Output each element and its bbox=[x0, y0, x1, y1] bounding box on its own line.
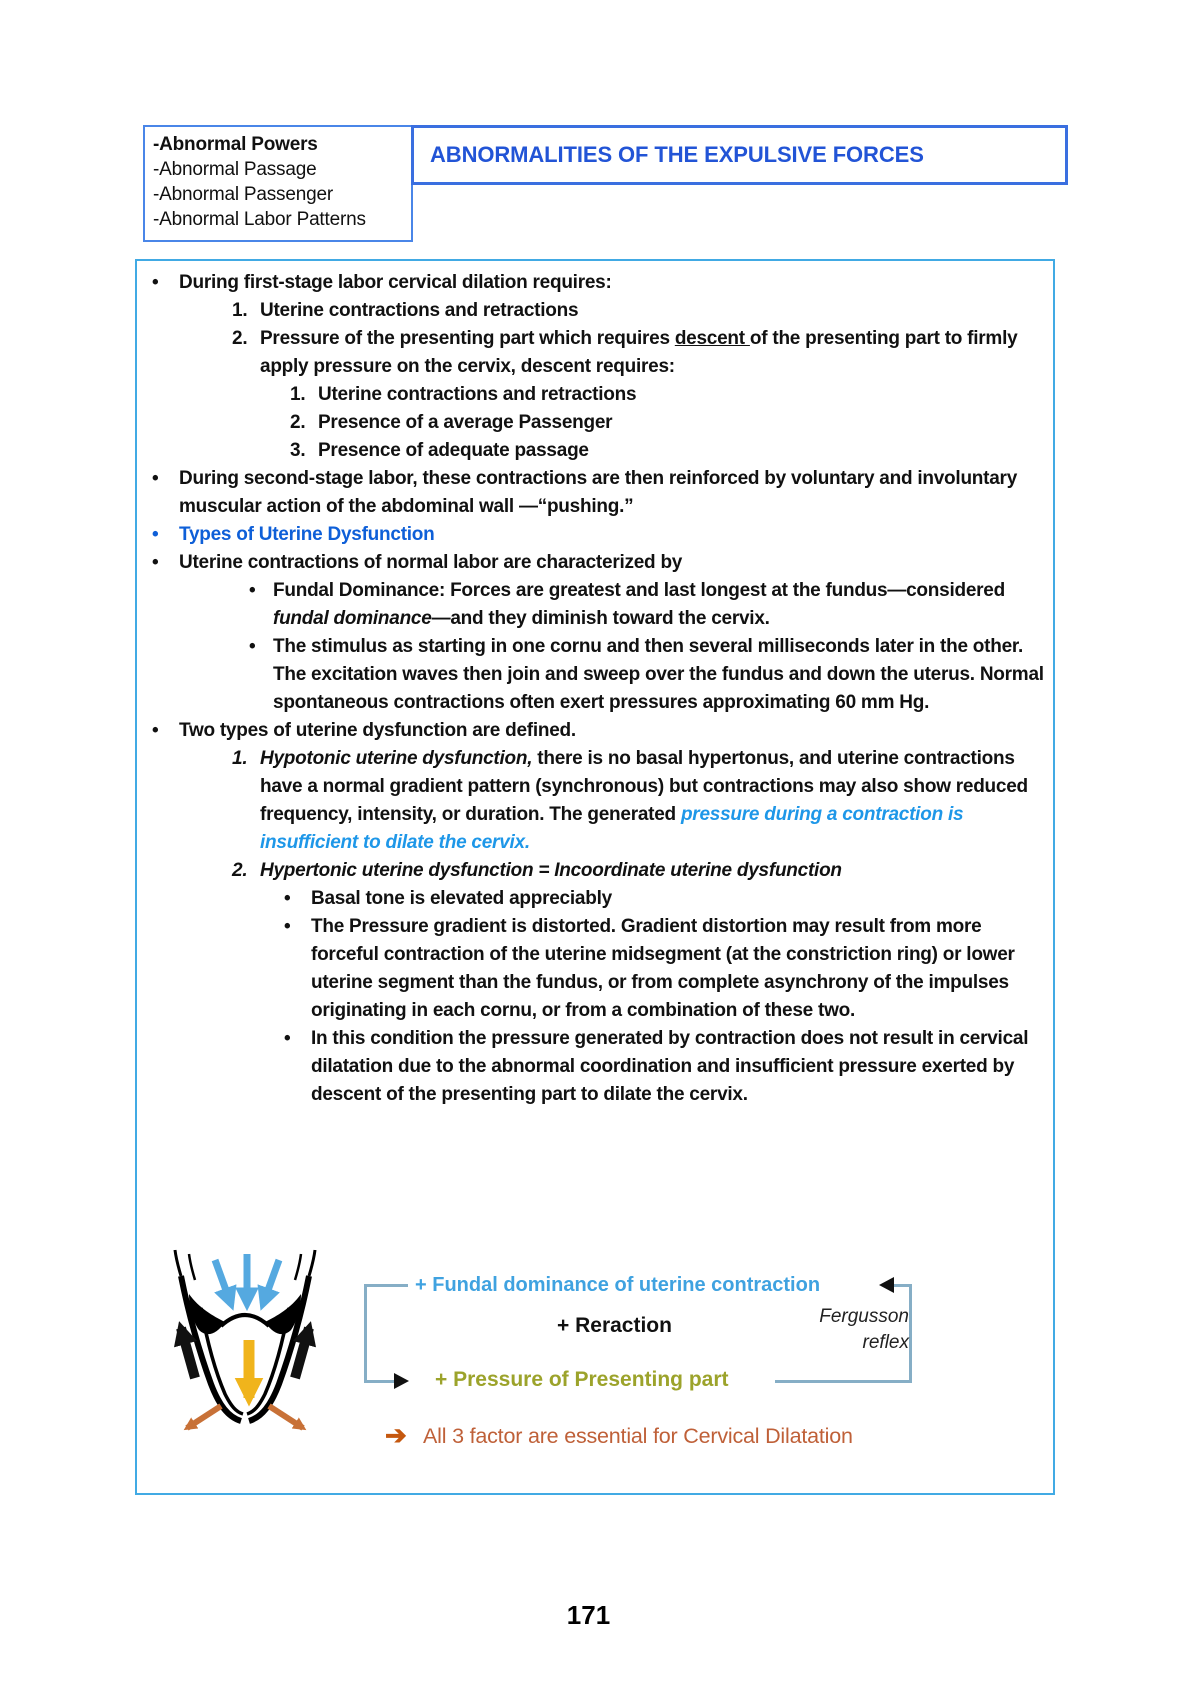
reraction-label: + Reraction bbox=[557, 1314, 672, 1337]
list-marker: • bbox=[284, 1028, 291, 1049]
list-marker: • bbox=[152, 468, 159, 489]
list-item bbox=[137, 521, 1053, 549]
list-item bbox=[137, 549, 1053, 577]
list-marker: • bbox=[284, 916, 291, 937]
list-item-text: Presence of a average Passenger bbox=[318, 412, 613, 433]
list-marker: • bbox=[249, 636, 256, 657]
fundal-dominance-arrows bbox=[215, 1254, 279, 1304]
list-marker: 2. bbox=[232, 860, 248, 881]
list-marker: • bbox=[152, 524, 159, 545]
topic-item: -Abnormal Passenger bbox=[153, 184, 333, 205]
cycle-connector-top-left bbox=[364, 1284, 408, 1287]
list-item bbox=[137, 633, 1053, 717]
fundal-dominance-label: + Fundal dominance of uterine contraction bbox=[415, 1274, 821, 1296]
list-marker: • bbox=[152, 552, 159, 573]
list-item-text: During first-stage labor cervical dilation requires: bbox=[179, 272, 612, 293]
cycle-connector-bottom-right bbox=[775, 1380, 911, 1383]
pressure-presenting-part-label: + Pressure of Presenting part bbox=[435, 1368, 729, 1391]
list-item-text: Hypotonic uterine dysfunction, there is no basal hypertonus, and uterine contractions have a normal gradient pattern (synchronous) but contractions may also show reduced frequency, intensity, or duration. The generated pressure during a contraction is insufficient to dilate the cervix. bbox=[260, 748, 1028, 853]
list-item bbox=[137, 269, 1053, 297]
list-item bbox=[137, 381, 1053, 409]
list-item bbox=[137, 885, 1053, 913]
list-item-text: Presence of adequate passage bbox=[318, 440, 589, 461]
fergusson-reflex-label: Fergusson reflex bbox=[819, 1306, 909, 1353]
list-item-text: Basal tone is elevated appreciably bbox=[311, 888, 612, 909]
list-marker: 3. bbox=[290, 440, 306, 461]
list-item-text: Pressure of the presenting part which requires descent of the presenting part to firmly apply pressure on the cervix, descent requires: bbox=[260, 328, 1018, 377]
topics-box bbox=[143, 125, 413, 242]
list-item-text: The stimulus as starting in one cornu and then several milliseconds later in the other. The excitation waves then join and sweep over the fundus and down the uterus. Normal spontaneous contractions often exert pressures approximating 60 mm Hg. bbox=[273, 636, 1044, 713]
list-marker: • bbox=[152, 720, 159, 741]
topic-item: -Abnormal Passage bbox=[153, 159, 317, 180]
list-item bbox=[137, 409, 1053, 437]
cervix-lines bbox=[187, 1406, 303, 1428]
list-item-text: Hypertonic uterine dysfunction = Incoordinate uterine dysfunction bbox=[260, 860, 842, 881]
list-marker: • bbox=[152, 272, 159, 293]
topic-item: -Abnormal Powers bbox=[153, 134, 318, 155]
conclusion-label: All 3 factor are essential for Cervical Dilatation bbox=[423, 1424, 853, 1448]
list-item-text: Two types of uterine dysfunction are defined. bbox=[179, 720, 576, 741]
list-item bbox=[137, 717, 1053, 745]
arrow-right-icon bbox=[394, 1373, 409, 1389]
list-item-text: Fundal Dominance: Forces are greatest and last longest at the fundus—considered fundal dominance—and they diminish toward the cervix. bbox=[273, 580, 1005, 629]
cycle-connector-left bbox=[364, 1284, 367, 1383]
content-box bbox=[135, 259, 1055, 1495]
arrow-left-icon bbox=[879, 1277, 894, 1293]
list-item-text: Uterine contractions and retractions bbox=[318, 384, 637, 405]
list-item-text: Types of Uterine Dysfunction bbox=[179, 524, 435, 545]
conclusion-arrow-icon: ➔ bbox=[385, 1420, 407, 1450]
header-box bbox=[411, 125, 1068, 185]
list-item bbox=[137, 465, 1053, 521]
list-item-text: Uterine contractions and retractions bbox=[260, 300, 579, 321]
list-marker: • bbox=[249, 580, 256, 601]
list-item-text: The Pressure gradient is distorted. Gradient distortion may result from more forceful contraction of the uterine midsegment (at the constriction ring) or lower uterine segment than the fundus, or from complete asynchrony of the impulses originating in each cornu, or from a combination of these two. bbox=[311, 916, 1015, 1021]
list-item-text: Uterine contractions of normal labor are characterized by bbox=[179, 552, 683, 573]
list-item bbox=[137, 297, 1053, 325]
list-marker: • bbox=[284, 888, 291, 909]
cycle-connector-right bbox=[909, 1284, 912, 1383]
page-number: 171 bbox=[566, 1600, 611, 1630]
list-item bbox=[137, 325, 1053, 381]
uterus-illustration bbox=[165, 1246, 325, 1444]
cycle-connector-top-right bbox=[894, 1284, 911, 1287]
list-item bbox=[137, 437, 1053, 465]
list-item bbox=[137, 913, 1053, 1025]
list-marker: 1. bbox=[290, 384, 306, 405]
list-item-text: During second-stage labor, these contractions are then reinforced by voluntary and involuntary muscular action of the abdominal wall —“pushing.” bbox=[179, 468, 1018, 517]
list-marker: 1. bbox=[232, 748, 248, 769]
labor-forces-diagram bbox=[137, 1230, 1053, 1495]
list-item bbox=[137, 745, 1053, 857]
list-item bbox=[137, 1025, 1053, 1109]
list-marker: 2. bbox=[290, 412, 306, 433]
list-item bbox=[137, 577, 1053, 633]
list-marker: 2. bbox=[232, 328, 248, 349]
list-item-text: In this condition the pressure generated by contraction does not result in cervical dilatation due to the abnormal coordination and insufficient pressure exerted by descent of the presenting part to dilate the cervix. bbox=[311, 1028, 1029, 1105]
cycle-connector-bottom-left bbox=[364, 1380, 395, 1383]
content-list bbox=[137, 269, 1053, 1109]
topic-item: -Abnormal Labor Patterns bbox=[153, 209, 366, 230]
list-item bbox=[137, 857, 1053, 885]
page-title: ABNORMALITIES OF THE EXPULSIVE FORCES bbox=[430, 142, 924, 167]
list-marker: 1. bbox=[232, 300, 248, 321]
